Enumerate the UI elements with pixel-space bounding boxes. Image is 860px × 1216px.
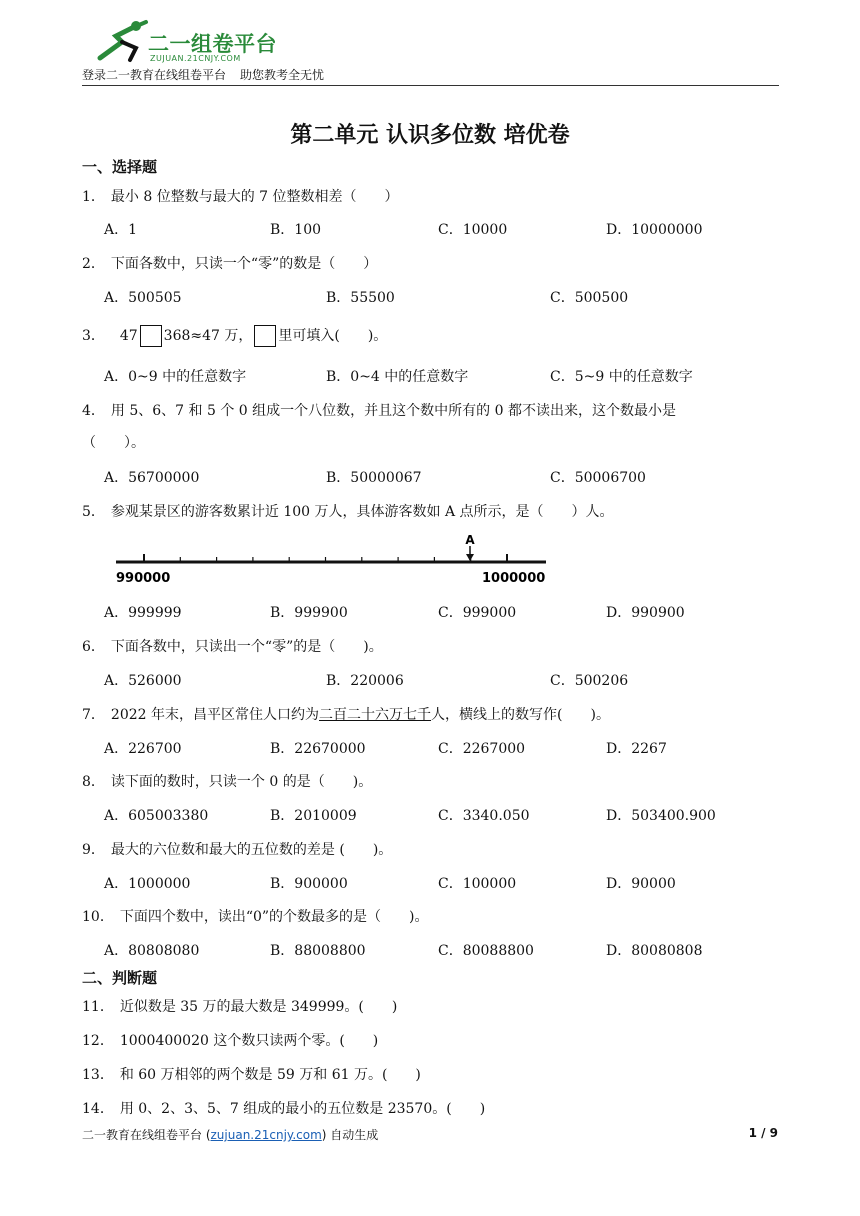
q2-option-a: A．500505: [104, 290, 182, 306]
page-number: 1 / 9: [748, 1126, 778, 1140]
number-line-right-label: 1000000: [482, 571, 546, 586]
question-10: [82, 906, 429, 926]
question-7: [82, 704, 610, 724]
q5-option-b: B．999900: [270, 605, 348, 621]
q7-option-c: C．2267000: [438, 741, 526, 757]
page-title: 第二单元 认识多位数 培优卷: [290, 123, 570, 148]
question-text-part-2: 人，横线上的数写作( )。: [431, 707, 610, 723]
q2-option-b: B．55500: [326, 290, 395, 306]
answer-blank-box: [140, 325, 162, 347]
question-text: 读下面的数时，只读一个 0 的是（ )。: [110, 774, 373, 790]
q6-option-a: A．526000: [104, 673, 182, 689]
q7-option-d: D．2267: [606, 741, 667, 757]
question-3: [82, 325, 387, 347]
q8-option-a: A．605003380: [104, 808, 209, 824]
q10-option-b: B．88008800: [270, 943, 366, 959]
question-text: 1000400020 这个数只读两个零。( ): [119, 1033, 379, 1049]
q8-option-b: B．2010009: [270, 808, 357, 824]
q1-option-b: B．100: [270, 222, 322, 238]
q4-option-b: B．50000067: [326, 470, 422, 486]
question-text: 参观某景区的游客数累计近 100 万人，具体游客数如 A 点所示，是（ ）人。: [110, 504, 614, 520]
q8-option-d: D．503400.900: [606, 808, 716, 824]
question-text-part-2: 368≈47 万，: [163, 328, 253, 344]
q10-option-a: A．80808080: [104, 943, 200, 959]
q3-option-b: B．0~4 中的任意数字: [326, 369, 469, 385]
question-number: 14．: [82, 1101, 114, 1117]
question-number: 7．: [82, 707, 105, 723]
logo-subtext: ZUJUAN.21CNJY.COM: [150, 54, 241, 63]
header-divider: [82, 85, 779, 86]
question-number: 8．: [82, 774, 105, 790]
footer-source: [82, 1126, 378, 1143]
question-text: 最大的六位数和最大的五位数的差是 ( )。: [110, 842, 393, 858]
q6-option-c: C．500206: [550, 673, 629, 689]
section-heading-judgement: 二、判断题: [82, 969, 158, 987]
footer-text-2: ) 自动生成: [321, 1128, 379, 1142]
question-13: [82, 1064, 421, 1084]
question-number: 6．: [82, 639, 105, 655]
q6-option-b: B．220006: [326, 673, 404, 689]
q9-option-c: C．100000: [438, 876, 517, 892]
question-4: [82, 400, 676, 420]
question-4-continuation: （ ）。: [82, 435, 145, 451]
question-number: 3．: [82, 328, 105, 344]
q9-option-a: A．1000000: [104, 876, 191, 892]
question-number: 9．: [82, 842, 105, 858]
question-text: 和 60 万相邻的两个数是 59 万和 61 万。( ): [119, 1067, 421, 1083]
question-text-part-1: 2022 年末，昌平区常住人口约为: [110, 707, 320, 723]
question-number: 5．: [82, 504, 105, 520]
q1-option-d: D．10000000: [606, 222, 703, 238]
question-number: 11．: [82, 999, 114, 1015]
question-text: 用 0、2、3、5、7 组成的最小的五位数是 23570。( ): [119, 1101, 486, 1117]
slogan-part-1: 登录二一教育在线组卷平台: [82, 68, 227, 82]
question-6: [82, 636, 383, 656]
question-1: [82, 186, 399, 206]
footer-site-link[interactable]: zujuan.21cnjy.com: [210, 1128, 322, 1142]
question-2: [82, 253, 377, 273]
question-number: 13．: [82, 1067, 114, 1083]
underlined-number-words: 二百二十六万七千: [319, 707, 432, 723]
q4-option-c: C．50006700: [550, 470, 646, 486]
question-14: [82, 1098, 485, 1118]
question-text: 最小 8 位整数与最大的 7 位整数相差（ ）: [110, 189, 399, 205]
question-text-part-1: 47: [119, 328, 138, 344]
question-number: 4．: [82, 403, 105, 419]
number-line-figure: [112, 532, 552, 588]
header-slogan: [82, 66, 338, 83]
point-a-arrowhead: [466, 554, 474, 561]
q9-option-d: D．90000: [606, 876, 676, 892]
question-5: [82, 501, 614, 521]
question-text: 下面四个数中，读出“0”的个数最多的是（ )。: [119, 909, 429, 925]
logo-text: 二一组卷平台: [148, 32, 277, 56]
answer-blank-box: [254, 325, 276, 347]
q9-option-b: B．900000: [270, 876, 348, 892]
q3-option-a: A．0~9 中的任意数字: [104, 369, 247, 385]
question-12: [82, 1030, 378, 1050]
q5-option-d: D．990900: [606, 605, 685, 621]
q1-option-a: A．1: [104, 222, 138, 238]
question-text: 下面各数中，只读出一个“零”的是（ )。: [110, 639, 383, 655]
section-heading-choice: 一、选择题: [82, 158, 158, 176]
question-number: 1．: [82, 189, 105, 205]
question-text: 下面各数中，只读一个“零”的数是（ ）: [110, 256, 378, 272]
question-11: [82, 996, 397, 1016]
question-text-part-3: 里可填入( )。: [278, 328, 388, 344]
q10-option-c: C．80088800: [438, 943, 534, 959]
question-number: 2．: [82, 256, 105, 272]
q3-option-c: C．5~9 中的任意数字: [550, 369, 693, 385]
q4-option-a: A．56700000: [104, 470, 200, 486]
point-a-label: A: [465, 533, 475, 547]
q5-option-c: C．999000: [438, 605, 517, 621]
question-8: [82, 771, 372, 791]
question-9: [82, 839, 392, 859]
footer-text-1: 二一教育在线组卷平台 (: [82, 1128, 211, 1142]
q7-option-b: B．22670000: [270, 741, 366, 757]
q10-option-d: D．80080808: [606, 943, 703, 959]
q7-option-a: A．226700: [104, 741, 182, 757]
question-number: 10．: [82, 909, 114, 925]
question-number: 12．: [82, 1033, 114, 1049]
question-text: 用 5、6、7 和 5 个 0 组成一个八位数，并且这个数中所有的 0 都不读出来，这个数最小是: [110, 403, 676, 419]
slogan-part-2: 助您教考全无忧: [240, 68, 325, 82]
number-line-left-label: 990000: [116, 571, 171, 586]
q8-option-c: C．3340.050: [438, 808, 530, 824]
q2-option-c: C．500500: [550, 290, 629, 306]
question-text: 近似数是 35 万的最大数是 349999。( ): [119, 999, 398, 1015]
q5-option-a: A．999999: [104, 605, 182, 621]
q1-option-c: C．10000: [438, 222, 508, 238]
